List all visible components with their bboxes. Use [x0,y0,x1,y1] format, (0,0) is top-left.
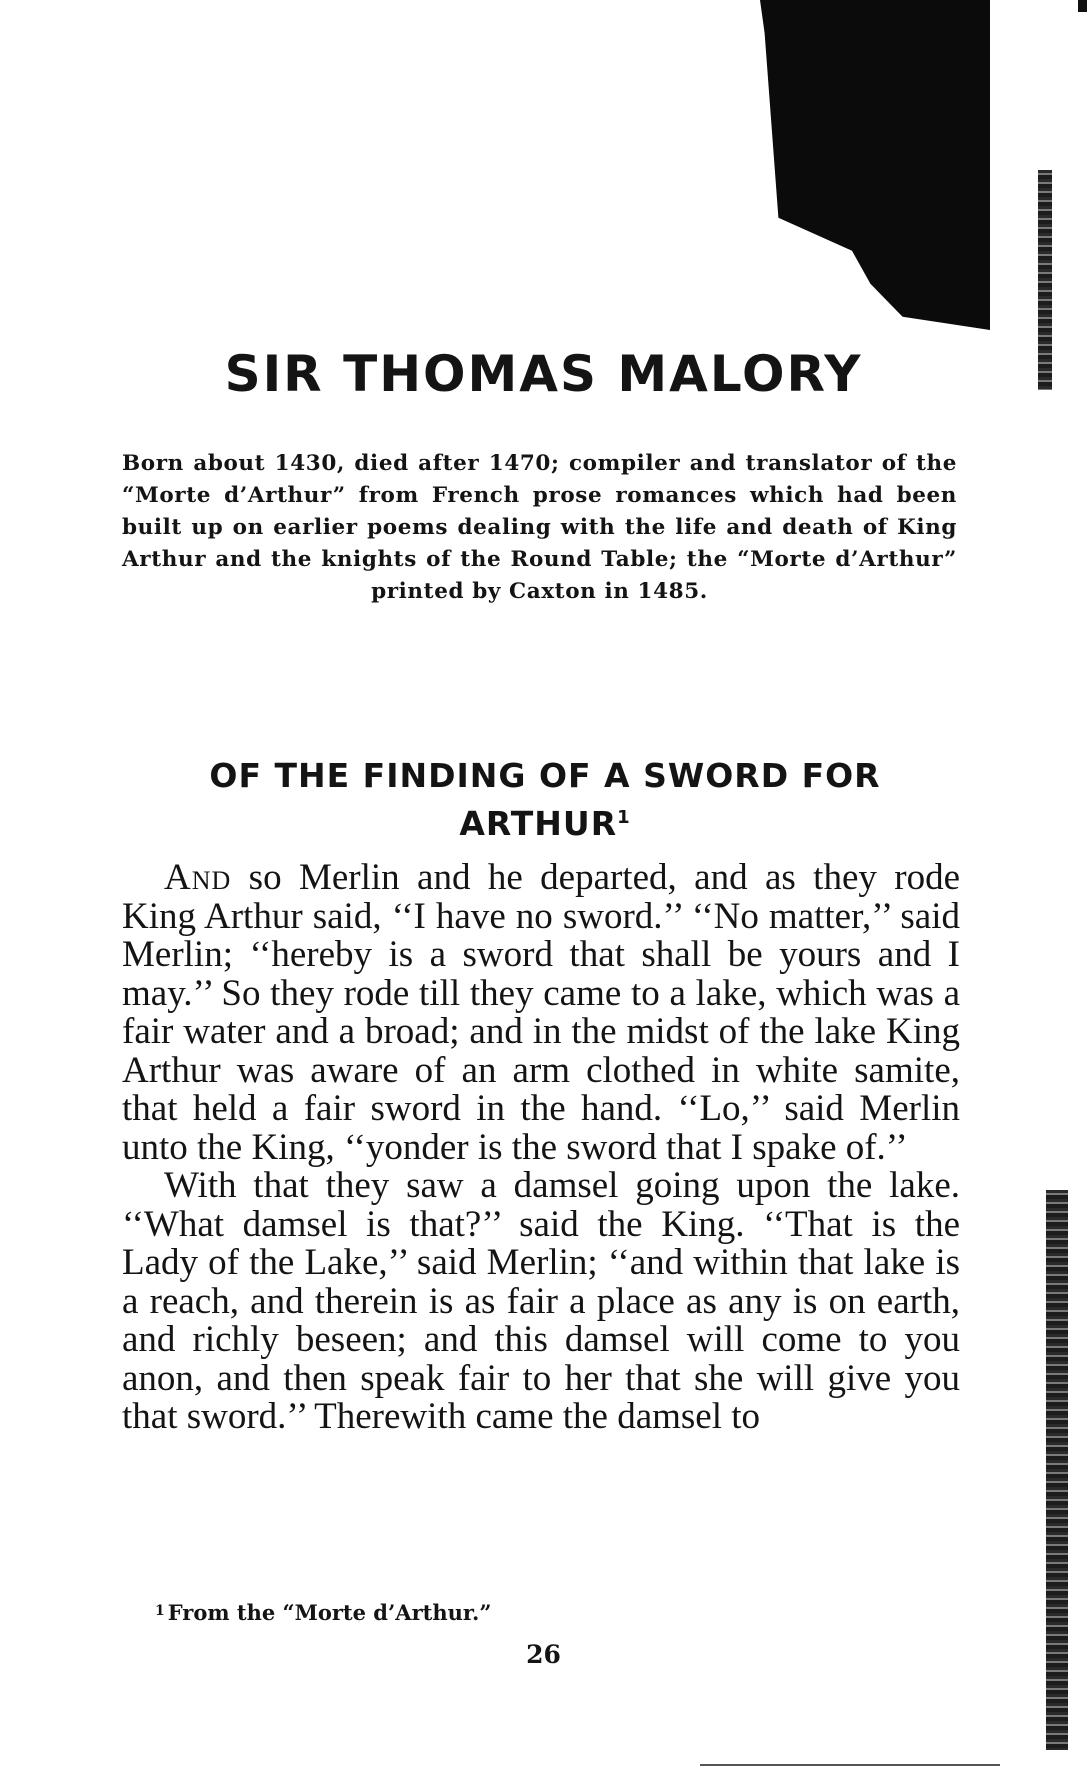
page-number: 26 [526,1640,561,1669]
footnote [155,1600,491,1625]
footnote-marker: 1 [155,1603,165,1619]
page-title: SIR THOMAS MALORY [224,345,863,403]
author-biography: Born about 1430, died after 1470; compiler and translator of the “Morte d’Arthur” from French prose romances which had been built up on earlier poems dealing with the life and death of King Arthur and the knights of the Round Table; the “Morte d’Arthur” printed by Caxton in 1485. [122,451,957,604]
paragraph-lead: And [164,857,232,898]
scan-artifact [760,0,990,330]
paragraph-text: so Merlin and he departed, and as they rode King Arthur said, ‘‘I have no sword.’’ ‘‘No matter,’’ said Merlin; ‘‘hereby is a sword that shall be yours and I may.’’ So they rode till they came to a lake, which was a fair water and a broad; and in the midst of the lake King Arthur was aware of an arm clothed in white samite, that held a fair sword in the hand. ‘‘Lo,’’ said Merlin unto the King, ‘‘yonder is the sword that I spake of.’’ [122,857,960,1168]
footnote-reference: 1 [617,807,631,828]
paragraph [122,859,960,1167]
body-text [122,859,960,1437]
paragraph [122,1167,960,1437]
section-heading-text: OF THE FINDING OF A SWORD FOR ARTHUR [209,756,881,843]
page-edge-line [700,1764,1000,1766]
footnote-text: From the “Morte d’Arthur.” [167,1600,492,1625]
scan-artifact [1078,0,1087,12]
paragraph-text: With that they saw a damsel going upon the lake. ‘‘What damsel is that?’’ said the King. ‘‘That is the Lady of the Lake,’’ said Merlin; ‘‘and within that lake is a reach, and therein is as fair a place as any is on earth, and richly beseen; and this damsel will come to you anon, and then speak fair to her that she will give you that sword.’’ Therewith came the damsel to [122,1165,960,1437]
section-heading [130,755,960,845]
